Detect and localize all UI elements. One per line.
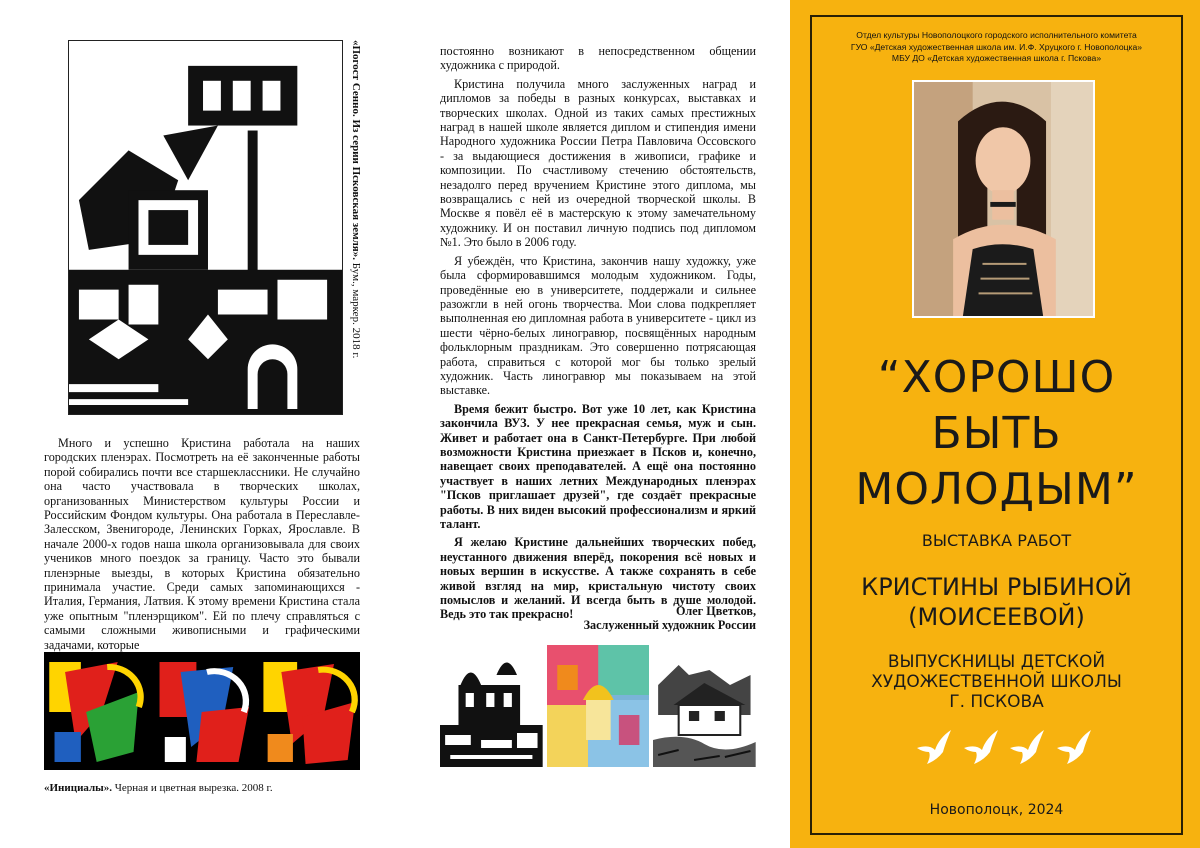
org-line-3: МБУ ДО «Детская художественная школа г. Пскова» <box>891 53 1102 63</box>
middle-paragraph-4: Время бежит быстро. Вот уже 10 лет, как Кристина закончила ВУЗ. У нее прекрасная семья, муж и сын. Живет и работает она в Санкт-Петербурге. При любой возможности Кристина приезжает в Псков и, конечно, навещает своих преподавателей. А ещё она постоянно участвует в наших летних Международных пленэрах "Псков приглашает друзей", где создаёт прекрасные работы. В них виден высокий профессионализм и яркий талант. <box>440 401 756 531</box>
graduate-line-3: Г. ПСКОВА <box>949 692 1044 712</box>
middle-paragraph-3: Я убеждён, что Кристина, закончив нашу художку, уже была сформировавшимся молодым художником. Годы, проведённые ею в университете, поддержали и сильнее разожгли в ней огонь творчества. Мои слова подкрепляет выполненная ею дипломная работа в университете - цикл из шести чёрно-белых линогравюр, посвящённых народным фольклорным праздникам. Это совершенно потрясающая работа, справиться с которой мог бы только зрелый художник. Часть линогравюр мы показываем на этой выставке. <box>440 253 756 398</box>
artwork-caption <box>345 40 363 415</box>
middle-paragraph-5: Я желаю Кристине дальнейших творческих побед, неустанного движения вперёд, покорения всё новых и новых вершин в искусстве. А также сохранять в себе живой взгляд на мир, кристальную чистоту своих помыслов и желаний. И всегда быть в душе молодой. Ведь это так прекрасно! <box>440 535 756 622</box>
artwork-caption-title: «Погост Сенно. Из серии Псковская земля». <box>350 40 362 260</box>
middle-page-text <box>440 44 756 622</box>
title-line-2: БЫТЬ <box>931 408 1062 459</box>
initials-panel-2 <box>149 652 254 770</box>
initials-caption <box>44 782 384 795</box>
graduate-line-2: ХУДОЖЕСТВЕННОЙ ШКОЛЫ <box>871 672 1122 692</box>
artwork-caption-details: Бум., маркер. 2018 г. <box>350 259 362 359</box>
artist-name-line-2: (МОИСЕЕВОЙ) <box>908 603 1085 631</box>
exhibition-title <box>812 350 1181 518</box>
artwork-thumbnails <box>440 645 756 767</box>
artist-name-line-1: КРИСТИНЫ РЫБИНОЙ <box>861 573 1132 601</box>
initials-caption-details: Черная и цветная вырезка. 2008 г. <box>112 782 273 794</box>
place-and-year: Новополоцк, 2024 <box>929 802 1064 818</box>
signature-name: Олег Цветков, <box>675 604 756 618</box>
swallow-icon <box>915 728 955 766</box>
initials-panel-3 <box>255 652 360 770</box>
initials-caption-title: «Инициалы». <box>44 782 113 794</box>
organizations <box>812 30 1181 65</box>
initials-panel-1 <box>44 652 149 770</box>
artist-photo <box>912 80 1095 318</box>
artist-name <box>812 572 1181 632</box>
thumbnail-watercolor-church <box>547 645 650 767</box>
initials-artworks <box>44 652 360 770</box>
signature-title: Заслуженный художник России <box>583 618 756 633</box>
title-line-1: “ХОРОШО <box>877 352 1116 403</box>
middle-paragraph-1: постоянно возникают в непосредственном общении художника с природой. <box>440 44 756 73</box>
swallow-icon <box>1008 728 1048 766</box>
exhibition-subtitle: ВЫСТАВКА РАБОТ <box>921 531 1072 550</box>
graduate-line-1: ВЫПУСКНИЦЫ ДЕТСКОЙ <box>887 652 1106 672</box>
linocut-artwork-pogost <box>68 40 343 415</box>
left-paragraph: Много и успешно Кристина работала на наших городских пленэрах. Посмотреть на её законченные работы порой собирались почти все старшеклассники. Не случайно она часто участвовала в творческих школах, организованных Министерством культуры России и Российским Фондом культуры. Она работала в Переславле-Залесском, Звенигороде, Ленинских Горках, Ярославле. В начале 2000-х годов наша школа организовывала для своих учеников много поездок за границу. Часто это бывали пленэрные выезды, в которых Кристина обязательно принимала участие. Среди самых запоминающихся - Италия, Германия, Латвия. К этому времени Кристина стала уже опытным "пленэрщиком". Ей по плечу справляться с самыми сложными живописными и графическими задачами, которые <box>44 436 360 652</box>
signature <box>440 604 756 633</box>
org-line-1: Отдел культуры Новополоцкого городского исполнительного комитета <box>856 30 1137 40</box>
title-line-3: МОЛОДЫМ” <box>855 464 1138 515</box>
middle-paragraph-2: Кристина получила много заслуженных наград и дипломов за победы в разных конкурсах, выставках и творческих школах. Одной из таких самых престижных наград в нашей школе является диплом и стипендия имени Народного художника России Петра Павловича Оссовского - за выдающиеся достижения в живописи, графике и композиции. По счастливому стечению обстоятельств, незадолго перед вручением Кристине этого диплома, мы возвращались с ней из очередной творческой школы. В Москве я повёл её в мастерскую к этому замечательному художнику. И он поставил личную подпись под дипломом №1. Это было в 2006 году. <box>440 76 756 250</box>
swallow-icon <box>1055 728 1095 766</box>
thumbnail-linocut-church <box>440 645 543 767</box>
org-line-2: ГУО «Детская художественная школа им. И.Ф. Хруцкого г. Новополоцка» <box>850 41 1143 52</box>
graduate-description <box>812 652 1181 712</box>
swallows-decoration <box>915 728 1095 768</box>
swallow-icon <box>962 728 1002 766</box>
left-page-text <box>44 436 360 652</box>
thumbnail-pencil-house <box>653 645 756 767</box>
